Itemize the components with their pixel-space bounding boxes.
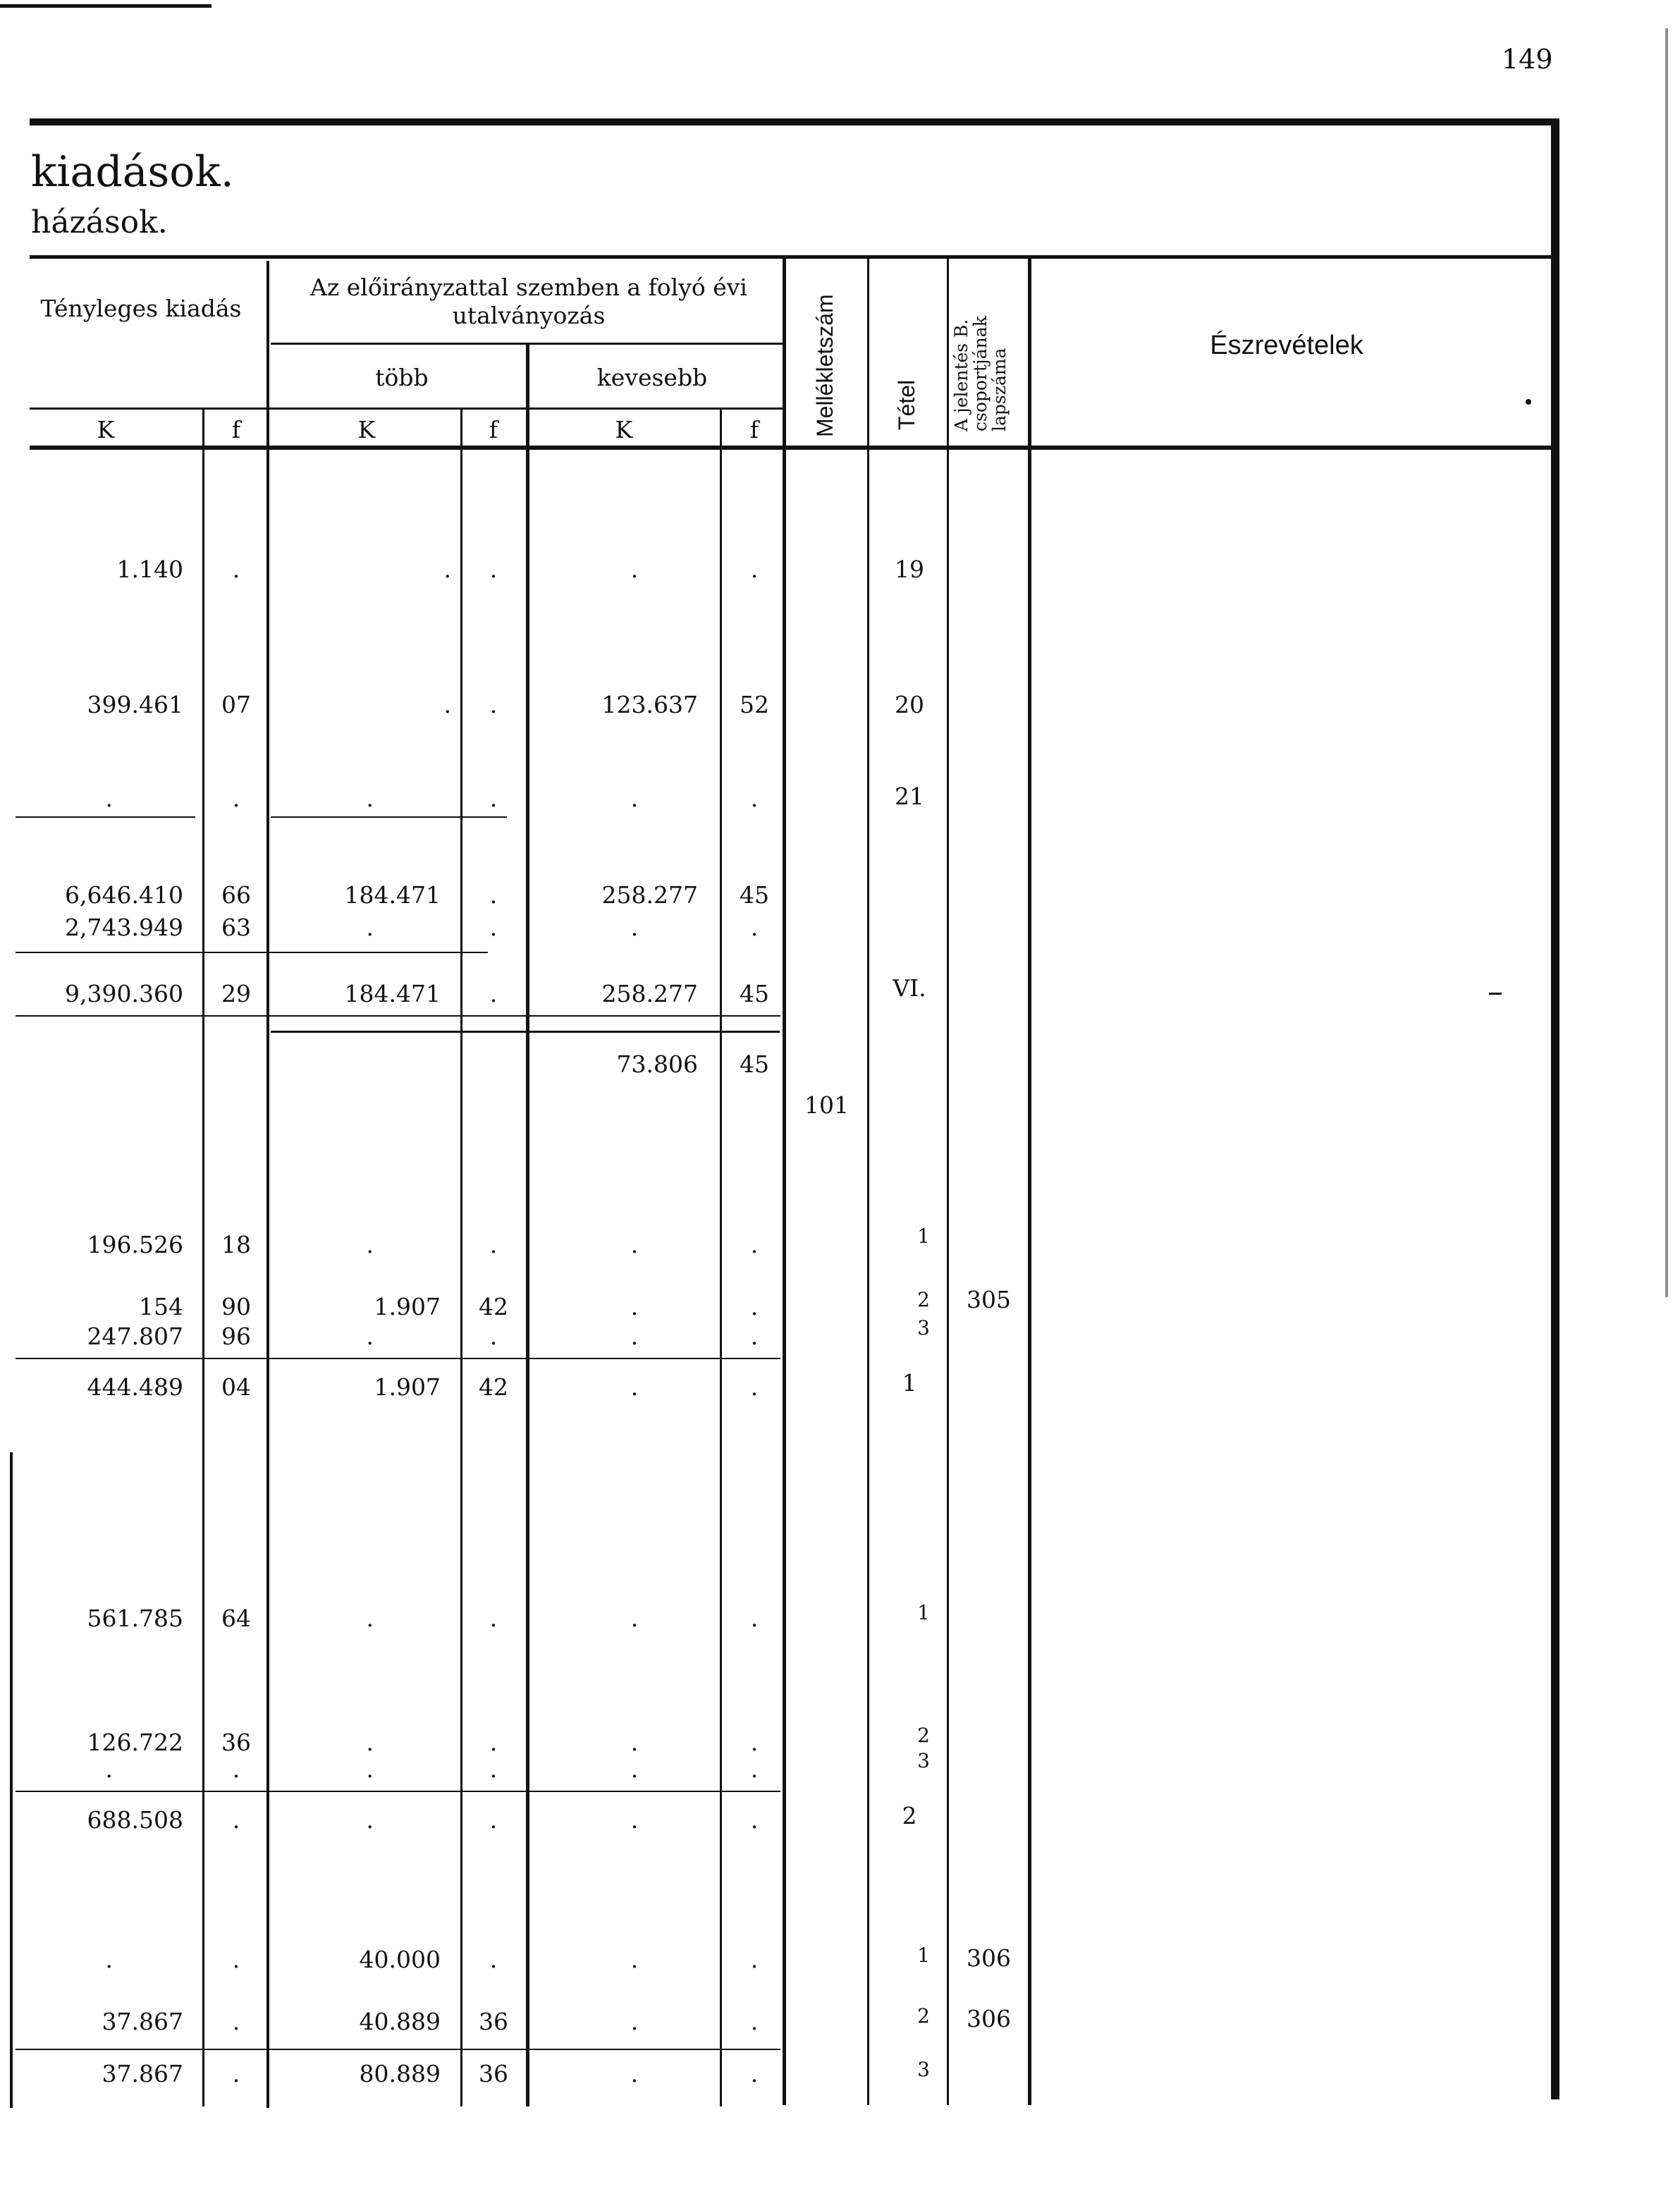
cell-less-k: . bbox=[630, 2060, 639, 2087]
header-f-more: f bbox=[489, 416, 498, 443]
cell-item: 3 bbox=[917, 2058, 930, 2081]
cell-actual-k: 399.461 bbox=[87, 691, 183, 718]
cell-more-k: 184.471 bbox=[344, 881, 441, 909]
cell-actual-f: 63 bbox=[221, 914, 251, 941]
cell-more-f: . bbox=[489, 1729, 498, 1756]
cell-actual-f: . bbox=[232, 556, 240, 583]
cell-actual-k: 444.489 bbox=[87, 1373, 183, 1401]
cell-more-f: . bbox=[489, 785, 498, 812]
header-f-actual: f bbox=[231, 416, 241, 443]
cell-item: 3 bbox=[917, 1749, 930, 1772]
cell-report-page: 306 bbox=[967, 2005, 1011, 2032]
cell-more-k: . bbox=[366, 1729, 374, 1756]
header-actual bbox=[35, 296, 247, 321]
cell-more-k: 40.000 bbox=[359, 1946, 441, 1973]
cell-item: 1 bbox=[917, 1601, 930, 1624]
page-title: kiadások. bbox=[31, 147, 234, 197]
cell-actual-k: 6,646.410 bbox=[65, 881, 183, 909]
cell-actual-k: . bbox=[105, 785, 113, 812]
cell-report-page: 305 bbox=[967, 1286, 1011, 1313]
header-attachment: Mellékletszám bbox=[812, 294, 838, 437]
cell-actual-k: 688.508 bbox=[87, 1806, 183, 1834]
cell-less-f: . bbox=[750, 1231, 759, 1258]
cell-actual-k: 561.785 bbox=[87, 1605, 183, 1632]
right-heavy-border bbox=[1551, 118, 1559, 2099]
cell-item: 21 bbox=[895, 783, 924, 810]
sum-rule-5 bbox=[16, 2049, 780, 2050]
cell-more-k: 184.471 bbox=[344, 980, 441, 1007]
cell-actual-k: 154 bbox=[139, 1293, 183, 1320]
cell-less-f: . bbox=[750, 2008, 759, 2035]
cell-less-f: . bbox=[750, 1605, 759, 1632]
cell-less-k: . bbox=[630, 914, 639, 941]
col-line-report bbox=[947, 258, 949, 2105]
cell-less-k: . bbox=[630, 1293, 639, 1320]
cell-more-k: . bbox=[443, 556, 451, 583]
cell-actual-f: 36 bbox=[221, 1729, 251, 1756]
cell-less-k: . bbox=[630, 556, 639, 583]
cell-less-k: 258.277 bbox=[601, 980, 698, 1007]
header-k-actual: K bbox=[97, 416, 115, 443]
cell-actual-f: . bbox=[232, 1755, 240, 1783]
margin-scan-mark bbox=[1665, 28, 1668, 1297]
cell-more-f: . bbox=[489, 980, 498, 1007]
header-report-page: A jelentés B. csoportjának lapszáma bbox=[951, 316, 1010, 431]
cell-less-f: . bbox=[750, 1806, 759, 1834]
cell-more-f: 36 bbox=[479, 2060, 508, 2087]
col-line-more-f bbox=[460, 407, 462, 2106]
cell-less-f: 45 bbox=[740, 980, 769, 1007]
cell-actual-k: 247.807 bbox=[87, 1323, 183, 1350]
header-k-more: K bbox=[357, 416, 376, 443]
cell-actual-f: 64 bbox=[221, 1605, 251, 1632]
cell-actual-k: 1.140 bbox=[116, 556, 183, 583]
page-number: 149 bbox=[1502, 44, 1553, 75]
cell-item: 2 bbox=[917, 1288, 930, 1311]
cell-less-k: . bbox=[630, 1605, 639, 1632]
cell-more-k: . bbox=[443, 691, 451, 718]
top-heavy-rule bbox=[30, 118, 1556, 125]
top-rule-fragment bbox=[0, 4, 211, 8]
cell-less-f: . bbox=[750, 785, 759, 812]
sum-rule-1a bbox=[16, 816, 195, 818]
cell-more-f: . bbox=[489, 881, 498, 909]
cell-more-f: . bbox=[489, 1946, 498, 1973]
cell-less-f: . bbox=[750, 1755, 759, 1783]
cell-less-k: . bbox=[630, 785, 639, 812]
cell-more-k: . bbox=[366, 1323, 374, 1350]
cell-more-f: . bbox=[489, 1231, 498, 1258]
header-less: kevesebb bbox=[596, 364, 708, 391]
cell-less-f: . bbox=[750, 1729, 759, 1756]
sum-rule-3 bbox=[16, 1358, 780, 1359]
cell-actual-k: 9,390.360 bbox=[65, 980, 183, 1007]
cell-actual-f: . bbox=[232, 2060, 240, 2087]
cell-more-k: 40.889 bbox=[359, 2008, 441, 2035]
header-bottom-rule bbox=[30, 446, 1552, 450]
cell-less-f: 52 bbox=[740, 691, 769, 718]
cell-less-k: 258.277 bbox=[601, 881, 698, 909]
sum-rule-1b bbox=[271, 816, 507, 818]
col-line-less-f bbox=[720, 407, 722, 2106]
header-f-less: f bbox=[749, 416, 759, 443]
cell-item: 2 bbox=[902, 1802, 917, 1829]
cell-actual-f: . bbox=[232, 1806, 240, 1834]
cell-more-k: . bbox=[366, 1755, 374, 1783]
cell-more-k: 1.907 bbox=[374, 1293, 441, 1320]
cell-less-f: . bbox=[750, 1293, 759, 1320]
cell-less-f: . bbox=[750, 1323, 759, 1350]
cell-less-f: . bbox=[750, 2060, 759, 2087]
cell-attachment: 101 bbox=[804, 1091, 849, 1119]
header-item: Tétel bbox=[894, 379, 919, 430]
cell-less-k: . bbox=[630, 1323, 639, 1350]
cell-more-f: 36 bbox=[479, 2008, 508, 2035]
kf-sub-rule bbox=[30, 407, 783, 410]
cell-less-k: 123.637 bbox=[601, 691, 698, 718]
cell-less-k: . bbox=[630, 1231, 639, 1258]
cell-more-f: . bbox=[489, 1806, 498, 1834]
header-vs-budget: Az előirányzattal szemben a folyó évi utalványozás bbox=[310, 274, 747, 329]
cell-more-f: . bbox=[489, 1605, 498, 1632]
cell-actual-k: 2,743.949 bbox=[65, 914, 183, 941]
cell-report-page: 306 bbox=[967, 1944, 1011, 1972]
stray-dot bbox=[1526, 399, 1531, 405]
col-line-remarks bbox=[1028, 258, 1031, 2105]
header-actual-text: Tényleges kiadás bbox=[40, 295, 242, 322]
sum-rule-2a bbox=[16, 952, 488, 953]
cell-more-f: 42 bbox=[479, 1293, 508, 1320]
cell-less-f: . bbox=[750, 556, 759, 583]
cell-more-k: . bbox=[366, 785, 374, 812]
col-line-attach bbox=[783, 258, 786, 2105]
cell-more-k: 80.889 bbox=[359, 2060, 441, 2087]
header-top-rule bbox=[30, 255, 1552, 259]
cell-more-k: . bbox=[366, 1806, 374, 1834]
cell-actual-f: 29 bbox=[221, 980, 251, 1007]
cell-more-f: . bbox=[489, 556, 498, 583]
cell-less-f: 45 bbox=[740, 1050, 769, 1078]
col-line-vs bbox=[266, 261, 269, 2108]
header-more: több bbox=[375, 364, 429, 391]
cell-actual-f: . bbox=[232, 785, 240, 812]
cell-more-k: . bbox=[366, 914, 374, 941]
cell-actual-f: 66 bbox=[221, 881, 251, 909]
cell-actual-f: 96 bbox=[221, 1323, 251, 1350]
cell-item: 3 bbox=[917, 1316, 930, 1339]
cell-actual-k: . bbox=[105, 1946, 113, 1973]
page-subtitle: házások. bbox=[31, 204, 168, 240]
cell-less-k: 73.806 bbox=[616, 1050, 698, 1078]
cell-actual-f: 90 bbox=[221, 1293, 251, 1320]
cell-actual-f: . bbox=[232, 1946, 240, 1973]
header-k-less: K bbox=[615, 416, 633, 443]
col-line-less bbox=[526, 344, 529, 2106]
cell-less-k: . bbox=[630, 1373, 639, 1401]
col-line-actual-f bbox=[202, 407, 204, 2106]
sum-brace bbox=[271, 1031, 780, 1033]
cell-actual-f: . bbox=[232, 2008, 240, 2035]
cell-less-f: 45 bbox=[740, 881, 769, 909]
cell-item: 1 bbox=[917, 1225, 930, 1248]
cell-actual-f: 07 bbox=[221, 691, 251, 718]
cell-less-f: . bbox=[750, 914, 759, 941]
cell-actual-k: 196.526 bbox=[87, 1231, 183, 1258]
cell-item: 1 bbox=[917, 1944, 930, 1967]
cell-less-k: . bbox=[630, 1946, 639, 1973]
cell-item: 19 bbox=[895, 556, 924, 583]
stray-dash bbox=[1489, 993, 1502, 995]
cell-item: VI. bbox=[893, 974, 926, 1002]
cell-more-k: . bbox=[366, 1605, 374, 1632]
cell-more-k: . bbox=[366, 1231, 374, 1258]
cell-more-f: . bbox=[489, 1323, 498, 1350]
cell-more-f: . bbox=[489, 914, 498, 941]
cell-item: 20 bbox=[895, 691, 924, 718]
left-edge-mark bbox=[10, 1452, 13, 2108]
cell-less-k: . bbox=[630, 1755, 639, 1783]
cell-item: 1 bbox=[902, 1369, 917, 1397]
cell-actual-k: 37.867 bbox=[102, 2060, 183, 2087]
cell-actual-f: 04 bbox=[221, 1373, 251, 1401]
cell-less-f: . bbox=[750, 1373, 759, 1401]
sum-rule-2b bbox=[16, 1015, 780, 1017]
cell-item: 2 bbox=[917, 2004, 930, 2028]
cell-item: 2 bbox=[917, 1724, 930, 1747]
cell-more-f: . bbox=[489, 691, 498, 718]
cell-less-k: . bbox=[630, 1729, 639, 1756]
sum-rule-4 bbox=[16, 1791, 780, 1792]
cell-less-f: . bbox=[750, 1946, 759, 1973]
col-line-item bbox=[867, 258, 869, 2105]
cell-less-k: . bbox=[630, 2008, 639, 2035]
cell-more-f: . bbox=[489, 1755, 498, 1783]
cell-more-k: 1.907 bbox=[374, 1373, 441, 1401]
cell-actual-k: 37.867 bbox=[102, 2008, 183, 2035]
cell-less-k: . bbox=[630, 1806, 639, 1834]
cell-actual-f: 18 bbox=[221, 1231, 251, 1258]
cell-actual-k: . bbox=[105, 1755, 113, 1783]
cell-actual-k: 126.722 bbox=[87, 1729, 183, 1756]
cell-more-f: 42 bbox=[479, 1373, 508, 1401]
header-remarks: Észrevételek bbox=[1210, 331, 1363, 360]
